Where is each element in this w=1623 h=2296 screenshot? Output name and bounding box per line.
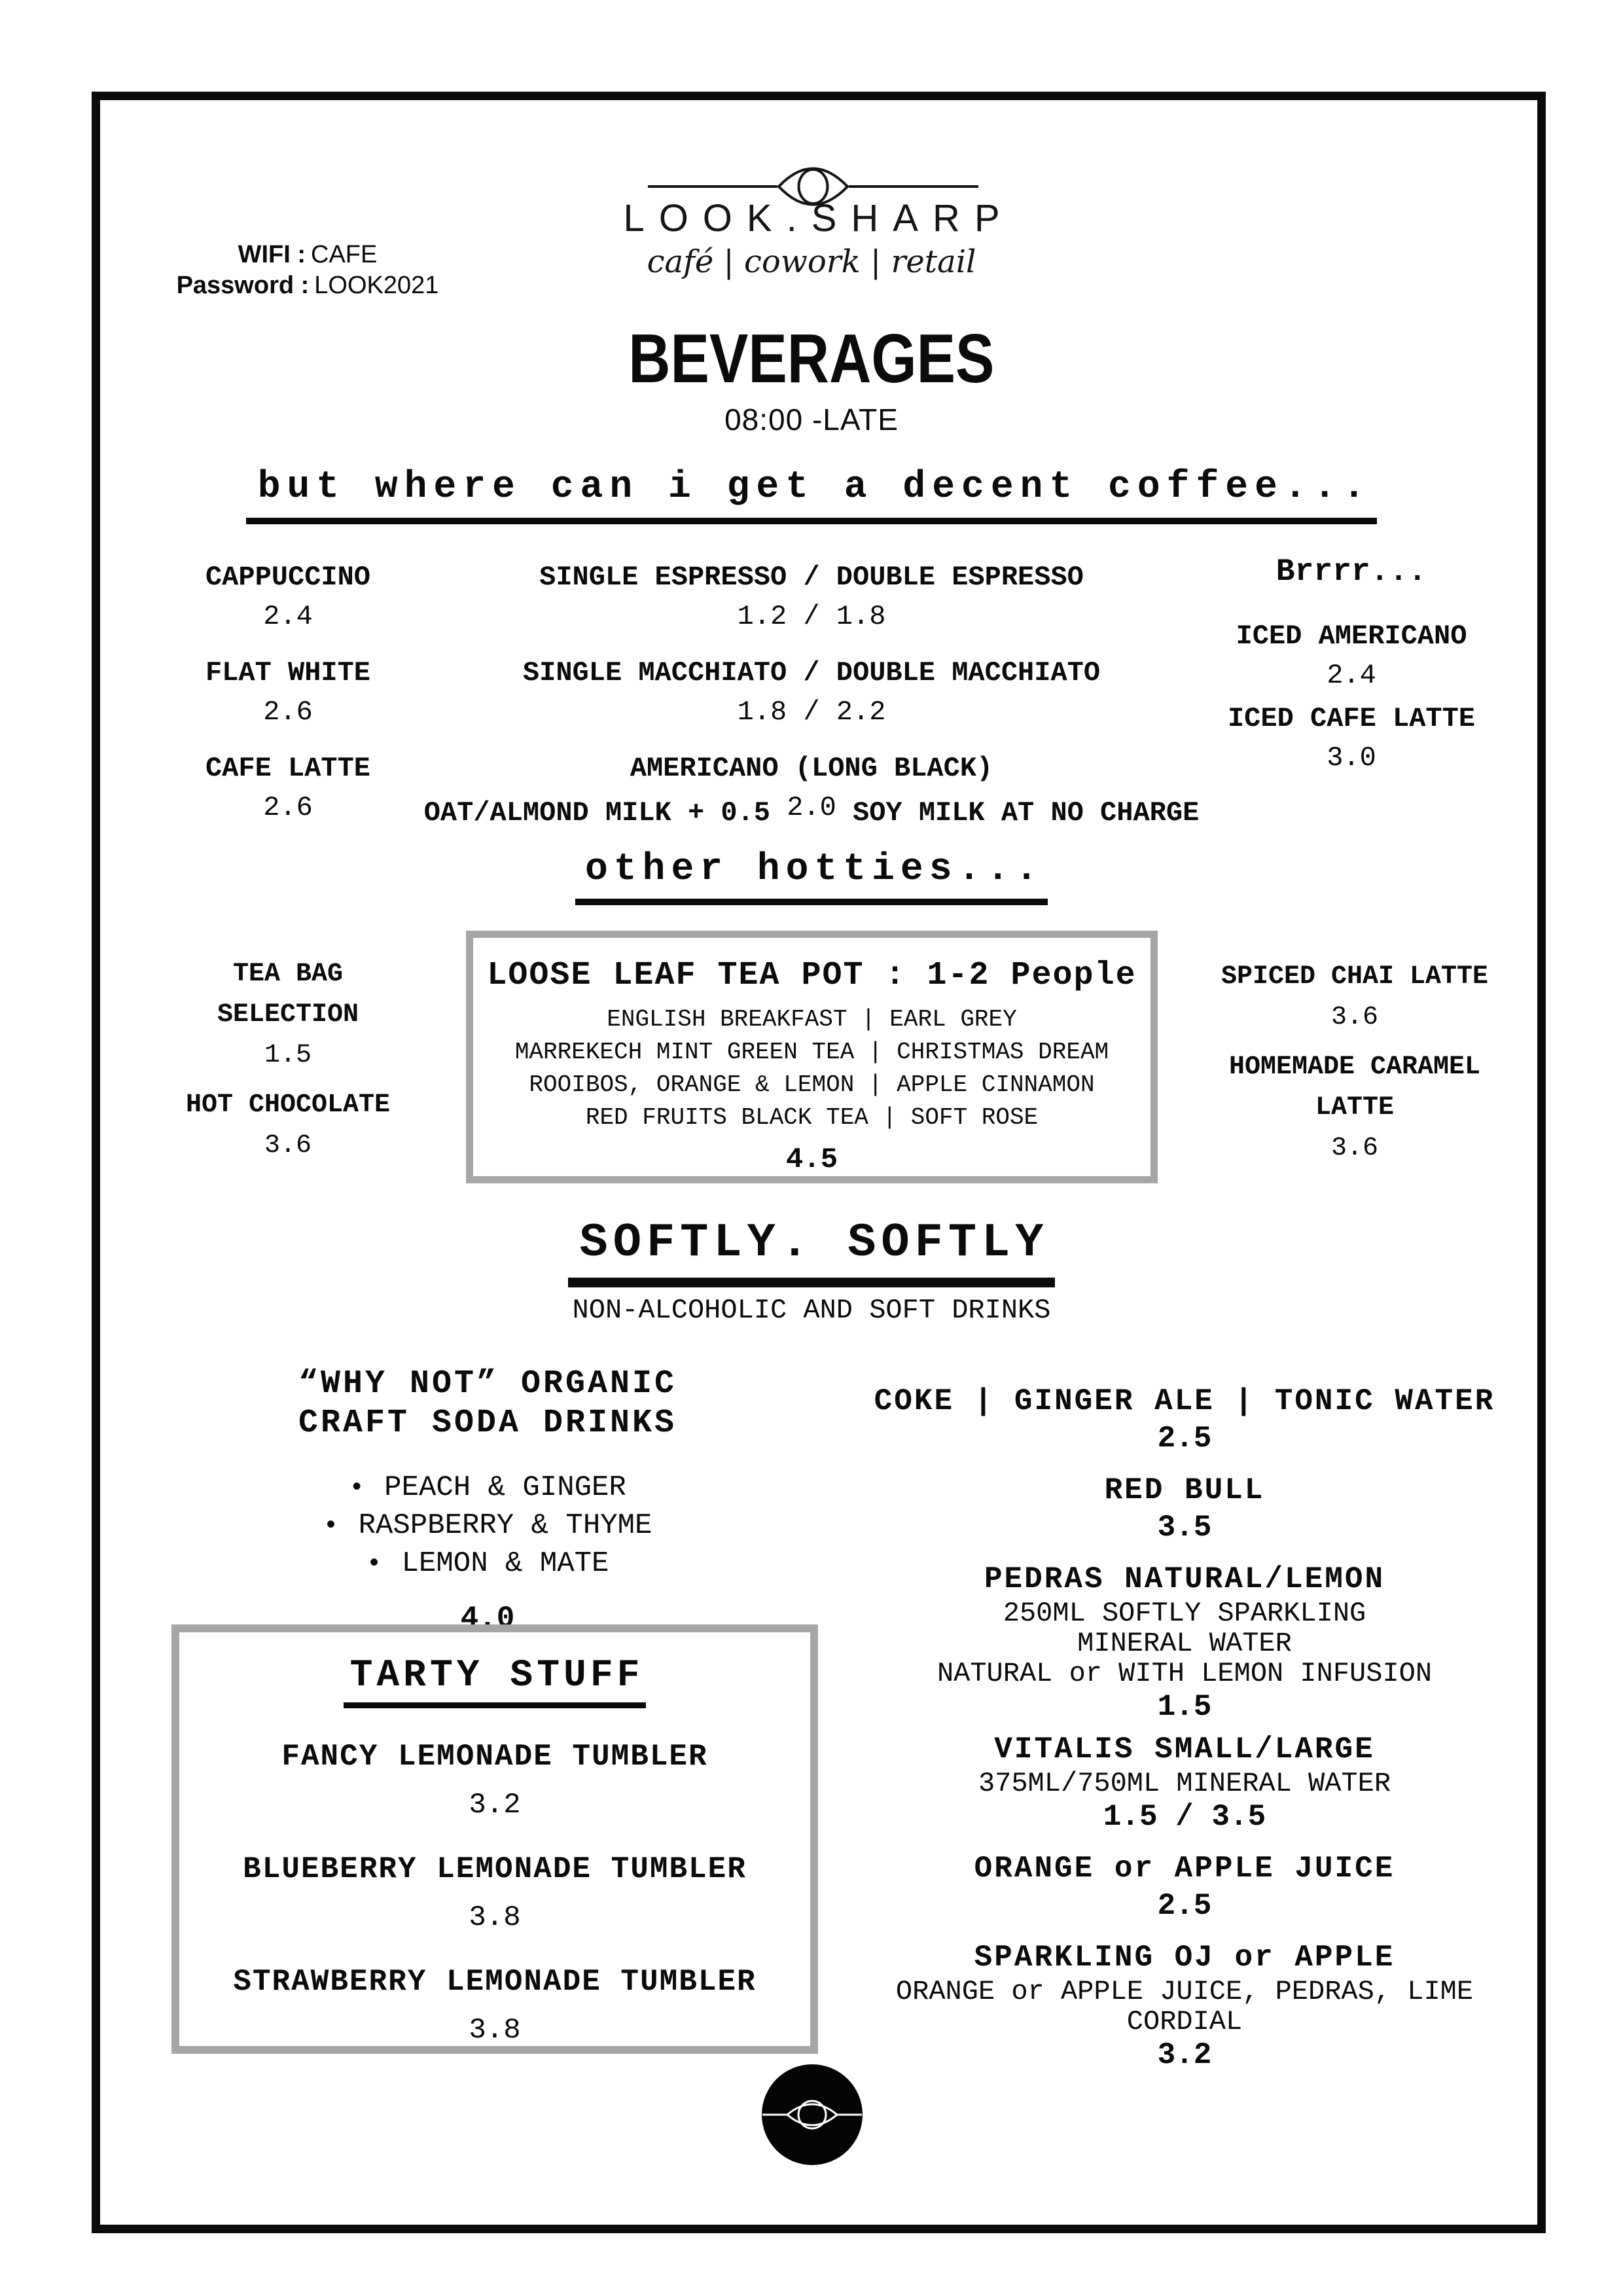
tarty-stuff-box	[171, 1624, 818, 2054]
menu-item	[870, 1939, 1499, 2072]
menu-item	[870, 1382, 1499, 1456]
menu-item	[1191, 1047, 1518, 1169]
menu-item-price: 2.5	[1157, 1422, 1212, 1456]
menu-item-name: LATTE	[1315, 1093, 1395, 1122]
menu-item-name: ICED AMERICANO	[1236, 620, 1467, 652]
milk-note	[0, 797, 1623, 829]
password-value: LOOK2021	[314, 272, 439, 299]
tea-flavor: ENGLISH BREAKFAST | EARL GREY	[607, 1006, 1017, 1033]
menu-item-name: FANCY LEMONADE TUMBLER	[281, 1740, 708, 1774]
wifi-label: WIFI :	[238, 241, 306, 268]
menu-item	[870, 1471, 1499, 1545]
soda-flavor	[249, 1545, 726, 1583]
milk-note-soy: SOY MILK AT NO CHARGE	[853, 797, 1200, 829]
menu-item-price: 2.0	[787, 792, 836, 823]
menu-item-name: BLUEBERRY LEMONADE TUMBLER	[243, 1852, 747, 1886]
craft-soda-heading-line: CRAFT SODA DRINKS	[298, 1405, 677, 1442]
menu-item-price: 2.4	[263, 601, 313, 632]
menu-item	[179, 1851, 810, 1933]
tea-pot-title: LOOSE LEAF TEA POT : 1-2 People	[487, 957, 1137, 994]
hotties-column-left	[160, 954, 416, 1166]
menu-item-name: CAFE LATTE	[205, 753, 371, 784]
menu-item-price: 3.6	[1330, 1134, 1378, 1163]
tarty-heading	[179, 1655, 810, 1708]
tea-flavor: ROOIBOS, ORANGE & LEMON | APPLE CINNAMON	[529, 1071, 1095, 1098]
hotties-section-heading-text: other hotties...	[575, 848, 1048, 905]
menu-item	[870, 1560, 1499, 1724]
menu-item-description: 375ML/750ML MINERAL WATER	[978, 1768, 1391, 1799]
menu-item-price: 2.6	[263, 792, 313, 823]
coffee-section-heading-text: but where can i get a decent coffee...	[246, 466, 1378, 524]
menu-item-description: ORANGE or APPLE JUICE, PEDRAS, LIME	[895, 1976, 1474, 2007]
tea-pot-box	[466, 931, 1158, 1183]
tea-flavor: MARREKECH MINT GREEN TEA | CHRISTMAS DREAM	[514, 1039, 1109, 1066]
soda-flavor-text: RASPBERRY & THYME	[358, 1509, 652, 1542]
menu-item-price: 1.8 / 2.2	[737, 696, 886, 728]
menu-item-price: 1.5	[264, 1041, 312, 1070]
craft-soda-block	[249, 1365, 726, 1636]
milk-note-oat-almond: OAT/ALMOND MILK + 0.5	[423, 797, 770, 829]
menu-item-price: 3.5	[1157, 1511, 1212, 1545]
page-title	[0, 319, 1623, 399]
menu-item	[160, 1085, 416, 1166]
menu-item	[517, 558, 1106, 636]
coffee-column-iced	[1188, 554, 1515, 781]
soda-flavor-text: PEACH & GINGER	[384, 1471, 626, 1504]
menu-item-name: HOT CHOCOLATE	[185, 1090, 391, 1120]
tarty-heading-text: TARTY STUFF	[344, 1655, 647, 1708]
menu-item-name: TEA BAG	[232, 960, 344, 989]
eye-logo-icon	[761, 2064, 863, 2166]
soft-drinks-column	[870, 1382, 1499, 2072]
opening-hours: 08:00 -LATE	[724, 403, 899, 437]
softly-section-heading	[0, 1216, 1623, 1287]
menu-item-name: SINGLE ESPRESSO / DOUBLE ESPRESSO	[539, 562, 1084, 593]
menu-item-price: 3.0	[1327, 742, 1376, 774]
menu-item-price: 3.8	[469, 1901, 521, 1934]
menu-item-price: 2.4	[1327, 660, 1376, 691]
menu-item-name: ORANGE or APPLE JUICE	[974, 1852, 1395, 1886]
menu-item	[870, 1850, 1499, 1923]
tea-pot-price: 4.5	[785, 1143, 838, 1176]
craft-soda-price: 4.0	[460, 1602, 515, 1636]
menu-item-name: COKE | GINGER ALE | TONIC WATER	[874, 1384, 1495, 1418]
menu-item	[179, 1964, 810, 2046]
coffee-section-heading	[0, 466, 1623, 524]
soda-flavor-text: LEMON & MATE	[401, 1547, 609, 1580]
menu-item-name: HOMEMADE CARAMEL	[1228, 1052, 1481, 1082]
menu-item	[160, 558, 416, 636]
menu-item	[179, 1738, 810, 1821]
menu-item	[517, 653, 1106, 732]
menu-item-name: AMERICANO (LONG BLACK)	[630, 753, 993, 784]
menu-item-name: RED BULL	[1104, 1473, 1265, 1507]
soda-flavor	[249, 1469, 726, 1507]
craft-soda-flavors	[249, 1469, 726, 1583]
menu-item	[870, 1731, 1499, 1834]
menu-item-name: SPICED CHAI LATTE	[1221, 962, 1489, 992]
bullet-icon: •	[366, 1550, 382, 1579]
menu-item-name: STRAWBERRY LEMONADE TUMBLER	[233, 1965, 757, 1999]
brand-name: LOOK.SHARP	[623, 197, 1014, 240]
menu-item-price: 3.6	[1330, 1003, 1378, 1032]
menu-item-description: CORDIAL	[1126, 2006, 1243, 2037]
hotties-column-right	[1191, 957, 1518, 1169]
menu-item	[1188, 617, 1515, 695]
menu-item-name: SELECTION	[217, 1000, 359, 1030]
tea-flavor: RED FRUITS BLACK TEA | SOFT ROSE	[585, 1104, 1039, 1131]
menu-item	[160, 954, 416, 1076]
menu-item-name: SINGLE MACCHIATO / DOUBLE MACCHIATO	[522, 657, 1101, 689]
iced-heading: Brrrr...	[1275, 554, 1427, 590]
brand-tagline: café | cowork | retail	[647, 243, 976, 280]
menu-item-name: PEDRAS NATURAL/LEMON	[984, 1562, 1385, 1596]
menu-item-price: 3.6	[264, 1131, 312, 1160]
bullet-icon: •	[323, 1512, 339, 1541]
menu-item	[1191, 957, 1518, 1038]
wifi-value: CAFE	[311, 241, 378, 268]
menu-item-name: CAPPUCCINO	[205, 562, 371, 593]
password-label: Password :	[176, 272, 310, 299]
menu-item-price: 1.5	[1157, 1690, 1212, 1724]
menu-item-name: ICED CAFE LATTE	[1227, 703, 1476, 734]
menu-item-price: 3.2	[469, 1789, 521, 1821]
menu-item-price: 3.8	[469, 2014, 521, 2047]
menu-item	[1188, 699, 1515, 778]
menu-item-price: 3.2	[1157, 2038, 1212, 2072]
hotties-section-heading	[0, 848, 1623, 905]
soda-flavor	[249, 1507, 726, 1545]
menu-item-price: 1.2 / 1.8	[737, 601, 886, 632]
menu-item-name: VITALIS SMALL/LARGE	[994, 1732, 1375, 1767]
menu-item	[160, 653, 416, 732]
menu-item-description: 250ML SOFTLY SPARKLING	[1003, 1598, 1366, 1629]
softly-subheading: NON-ALCOHOLIC AND SOFT DRINKS	[572, 1295, 1051, 1326]
menu-item-name: FLAT WHITE	[205, 657, 371, 689]
page-title-text: BEVERAGES	[628, 320, 995, 397]
menu-item-price: 1.5 / 3.5	[1103, 1800, 1266, 1834]
softly-section-heading-text: SOFTLY. SOFTLY	[568, 1216, 1056, 1287]
craft-soda-heading-line: “WHY NOT” ORGANIC	[298, 1365, 677, 1403]
bullet-icon: •	[349, 1474, 365, 1503]
tea-pot-flavors	[473, 1003, 1150, 1134]
menu-item-description: MINERAL WATER	[1077, 1628, 1292, 1659]
menu-item-description: NATURAL or WITH LEMON INFUSION	[936, 1658, 1433, 1689]
menu-item-price: 2.5	[1157, 1889, 1212, 1923]
menu-item-name: SPARKLING OJ or APPLE	[974, 1941, 1395, 1975]
menu-item-price: 2.6	[263, 696, 313, 728]
